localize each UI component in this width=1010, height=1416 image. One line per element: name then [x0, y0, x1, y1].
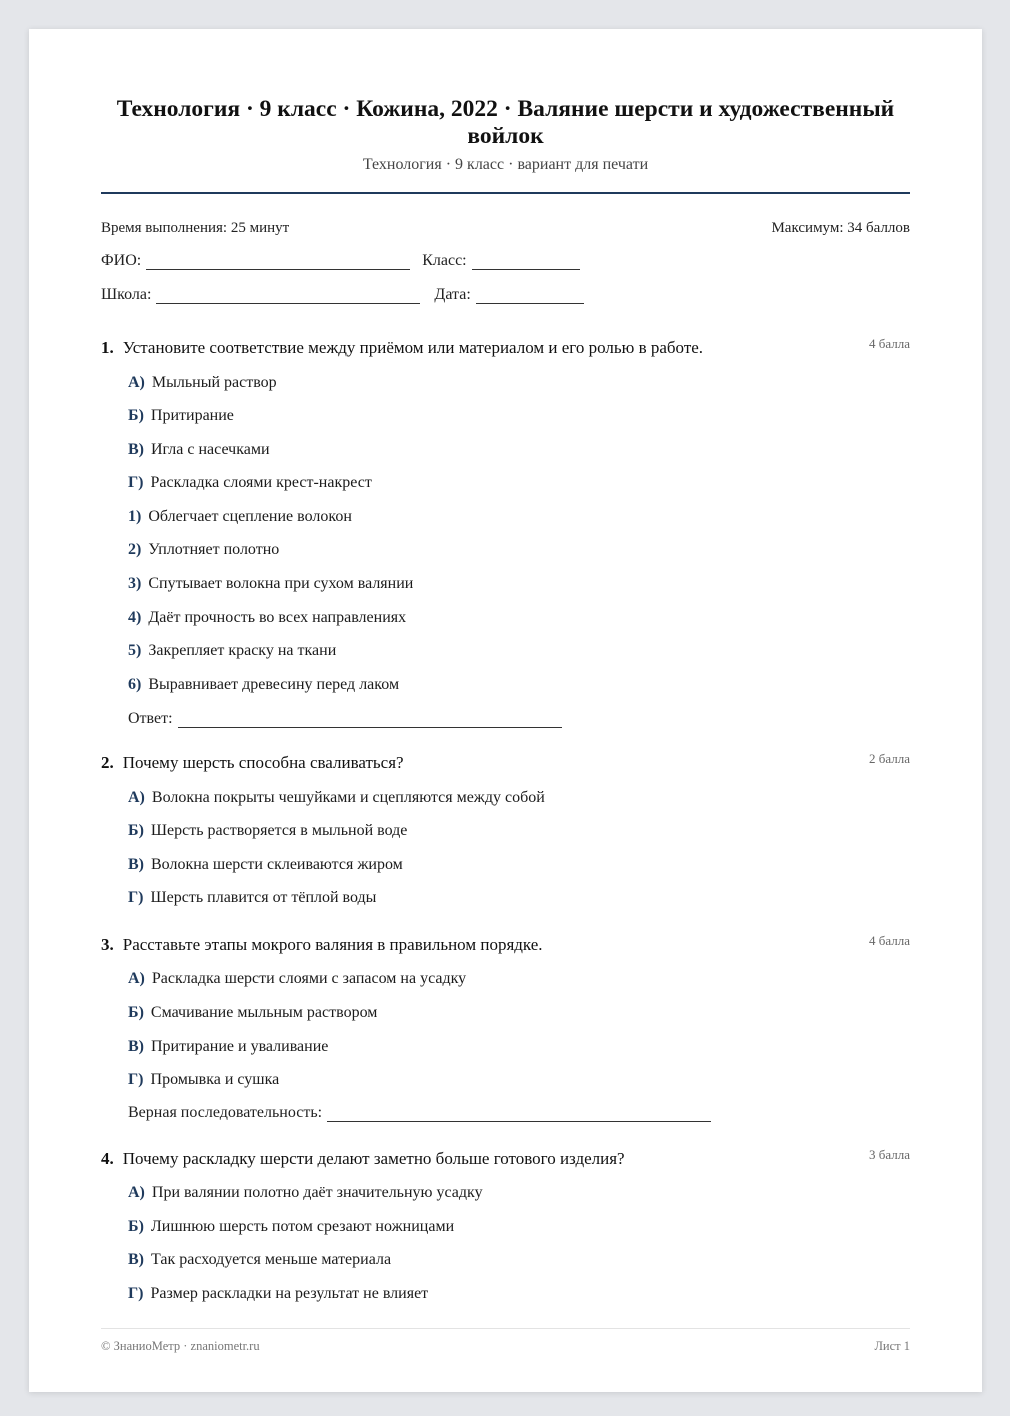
- option-text: Размер раскладки на результат не влияет: [150, 1285, 429, 1302]
- option-text: Раскладка шерсти слоями с запасом на усадку: [151, 970, 467, 987]
- task-number: 4.: [101, 1149, 114, 1168]
- option-label: Г): [128, 474, 144, 491]
- option-label: 1): [128, 508, 142, 525]
- option-text: Раскладка слоями крест-накрест: [150, 474, 372, 491]
- date-label: Дата:: [434, 286, 471, 303]
- task-text: Почему шерсть способна сваливаться?: [122, 753, 404, 772]
- option-label: А): [128, 970, 145, 987]
- option-label: В): [128, 1251, 144, 1268]
- option-label: Б): [128, 822, 144, 839]
- option-text: Волокна покрыты чешуйками и сцепляются между собой: [151, 789, 545, 806]
- option-label: 4): [128, 609, 142, 626]
- answer-field[interactable]: [327, 1106, 711, 1122]
- option: [128, 1251, 391, 1269]
- option: [128, 609, 406, 627]
- option-label: 5): [128, 642, 142, 659]
- option-label: Б): [128, 1218, 144, 1235]
- class-field[interactable]: [472, 254, 580, 270]
- fio-label: ФИО:: [101, 252, 142, 269]
- option-label: Б): [128, 1004, 144, 1021]
- header-divider: [101, 192, 910, 194]
- option: [128, 1285, 428, 1303]
- option-label: А): [128, 1184, 145, 1201]
- option-text: Спутывает волокна при сухом валянии: [148, 575, 414, 592]
- option-text: Уплотняет полотно: [148, 541, 280, 558]
- task-question: [101, 338, 910, 358]
- task-text: Установите соответствие между приёмом или материалом и его ролью в работе.: [122, 338, 704, 357]
- task-1: [101, 336, 910, 727]
- name-class-row: [101, 252, 580, 270]
- task-2: [101, 751, 910, 906]
- option-text: Притирание: [150, 407, 234, 424]
- option-label: Г): [128, 889, 144, 906]
- option-text: Выравнивает древесину перед лаком: [148, 676, 400, 693]
- option: [128, 1218, 454, 1236]
- option: [128, 856, 403, 874]
- worksheet-page: [29, 29, 982, 1392]
- option: [128, 676, 399, 694]
- school-field[interactable]: [156, 288, 420, 304]
- option-text: Закрепляет краску на ткани: [148, 642, 337, 659]
- option-label: А): [128, 789, 145, 806]
- option: [128, 407, 234, 425]
- answer-row: [128, 1104, 711, 1122]
- max-score: Максимум: 34 баллов: [771, 220, 910, 236]
- footer-copyright: © ЗнаниоМетр · znaniometr.ru: [101, 1339, 260, 1353]
- task-number: 1.: [101, 338, 114, 357]
- option: [128, 1184, 483, 1202]
- option-label: В): [128, 856, 144, 873]
- option: [128, 1004, 377, 1022]
- option: [128, 889, 376, 907]
- page-title: Технология · 9 класс · Кожина, 2022 · Валяние шерсти и художественный войлок: [116, 96, 895, 149]
- option: [128, 1071, 279, 1089]
- option-text: Лишнюю шерсть потом срезают ножницами: [150, 1218, 455, 1235]
- school-label: Школа:: [101, 286, 152, 303]
- meta-row: [101, 220, 910, 237]
- option-label: 6): [128, 676, 142, 693]
- option-text: Шерсть растворяется в мыльной воде: [150, 822, 408, 839]
- option: [128, 441, 270, 459]
- option-text: Волокна шерсти склеиваются жиром: [151, 856, 403, 873]
- option-text: Мыльный раствор: [151, 374, 277, 391]
- option-text: Шерсть плавится от тёплой воды: [150, 889, 377, 906]
- answer-label: Верная последовательность:: [128, 1104, 323, 1121]
- footer: [101, 1339, 910, 1354]
- option: [128, 508, 352, 526]
- option: [128, 642, 336, 660]
- task-3: [101, 933, 910, 1121]
- task-points: 4 балла: [869, 933, 910, 948]
- option-label: Г): [128, 1285, 144, 1302]
- option-text: Так расходуется меньше материала: [151, 1251, 392, 1268]
- option: [128, 1038, 328, 1056]
- task-question: [101, 1149, 910, 1169]
- date-field[interactable]: [476, 288, 584, 304]
- task-question: [101, 753, 910, 773]
- page-subtitle: Технология · 9 класс · вариант для печати: [362, 156, 649, 173]
- option-text: При валянии полотно даёт значительную усадку: [151, 1184, 483, 1201]
- page-number: Лист 1: [874, 1339, 910, 1353]
- fio-field[interactable]: [146, 254, 410, 270]
- option: [128, 970, 466, 988]
- option: [128, 474, 372, 492]
- task-4: [101, 1147, 910, 1302]
- option-label: Г): [128, 1071, 144, 1088]
- answer-row: [128, 710, 562, 728]
- option-label: В): [128, 1038, 144, 1055]
- option-text: Притирание и уваливание: [151, 1038, 329, 1055]
- option: [128, 374, 277, 392]
- school-date-row: [101, 286, 584, 304]
- option-text: Смачивание мыльным раствором: [150, 1004, 378, 1021]
- option: [128, 789, 545, 807]
- task-number: 3.: [101, 935, 114, 954]
- option-label: Б): [128, 407, 144, 424]
- option-label: В): [128, 441, 144, 458]
- footer-divider: [101, 1328, 910, 1329]
- option: [128, 541, 279, 559]
- option: [128, 575, 413, 593]
- task-question: [101, 935, 910, 955]
- option-text: Облегчает сцепление волокон: [148, 508, 352, 525]
- option-text: Даёт прочность во всех направлениях: [148, 609, 407, 626]
- task-points: 3 балла: [869, 1147, 910, 1162]
- option-text: Промывка и сушка: [150, 1071, 280, 1088]
- option-text: Игла с насечками: [151, 441, 270, 458]
- option-label: 3): [128, 575, 142, 592]
- option-label: А): [128, 374, 145, 391]
- task-text: Почему раскладку шерсти делают заметно больше готового изделия?: [122, 1149, 625, 1168]
- option: [128, 822, 407, 840]
- task-text: Расставьте этапы мокрого валяния в правильном порядке.: [122, 935, 543, 954]
- answer-field[interactable]: [178, 712, 562, 728]
- option-label: 2): [128, 541, 142, 558]
- answer-label: Ответ:: [128, 710, 173, 727]
- class-label: Класс:: [422, 252, 467, 269]
- task-points: 4 балла: [869, 336, 910, 351]
- task-number: 2.: [101, 753, 114, 772]
- time-limit: Время выполнения: 25 минут: [101, 220, 290, 236]
- task-points: 2 балла: [869, 751, 910, 766]
